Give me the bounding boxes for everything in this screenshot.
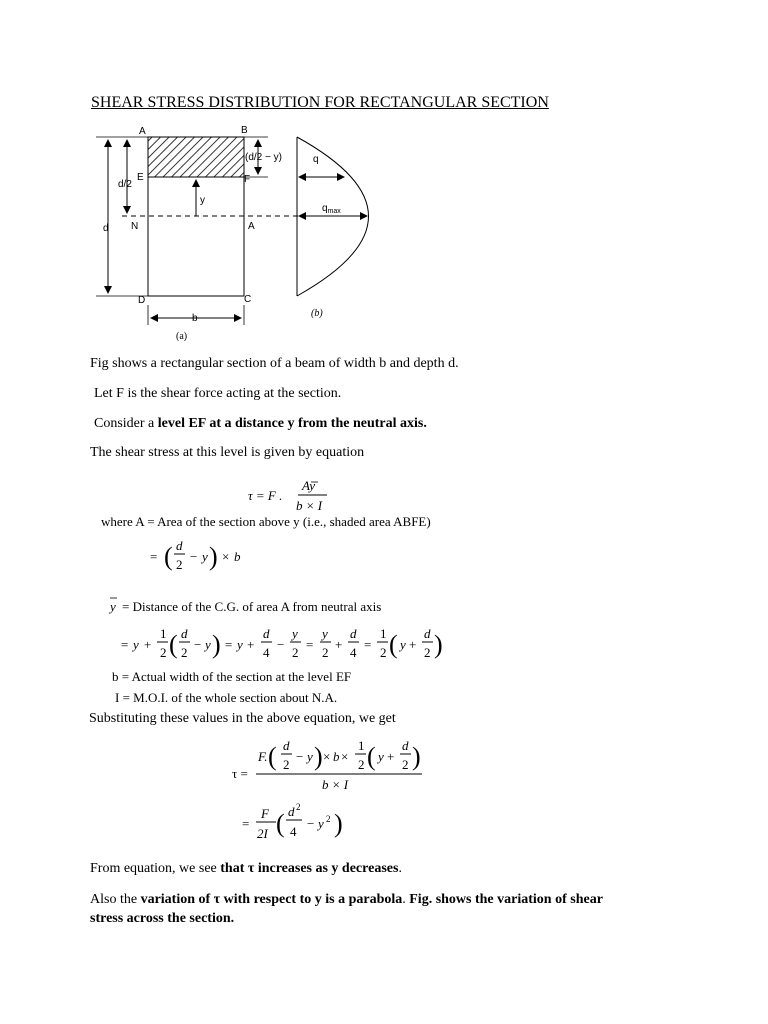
svg-text:y: y xyxy=(237,637,243,652)
svg-text:y: y xyxy=(110,599,116,614)
paragraph-5: Substituting these values in the above equation, we get xyxy=(89,711,396,726)
svg-text:2: 2 xyxy=(292,645,299,660)
svg-text:2: 2 xyxy=(296,802,301,812)
paragraph-4: The shear stress at this level is given by equation xyxy=(90,445,365,460)
svg-text:−: − xyxy=(190,549,198,564)
svg-text:=: = xyxy=(121,637,129,652)
svg-text:y: y xyxy=(133,637,139,652)
eq-ybar: y xyxy=(309,478,316,493)
svg-text:2: 2 xyxy=(160,645,167,660)
label-d-corner: D xyxy=(138,295,146,306)
svg-text:): ) xyxy=(209,542,218,571)
svg-text:×: × xyxy=(323,749,331,764)
label-d-half: d/2 xyxy=(118,179,132,190)
label-d-half-minus-y: (d/2 − y) xyxy=(245,152,282,163)
svg-text:d: d xyxy=(263,626,270,641)
label-y: y xyxy=(200,195,205,206)
label-d-dim: d xyxy=(103,223,109,234)
svg-text:+: + xyxy=(247,637,255,652)
svg-text:(: ( xyxy=(276,809,285,838)
label-a: A xyxy=(139,126,146,137)
label-a-axis: A xyxy=(248,221,255,232)
svg-text:×: × xyxy=(341,749,349,764)
svg-text:2: 2 xyxy=(322,645,329,660)
svg-text:(: ( xyxy=(169,630,178,659)
svg-text:2: 2 xyxy=(283,757,290,772)
label-e: E xyxy=(137,172,144,183)
eq-b-times-i: b × I xyxy=(296,498,323,513)
svg-text:2: 2 xyxy=(358,757,365,772)
paragraph-3: Consider a level EF at a distance y from the neutral axis. xyxy=(94,416,427,431)
svg-text:4: 4 xyxy=(263,645,270,660)
svg-text:1: 1 xyxy=(380,626,387,641)
label-c: C xyxy=(244,294,252,305)
svg-text:y: y xyxy=(378,749,384,764)
svg-text:1: 1 xyxy=(358,738,365,753)
label-b-dim: b xyxy=(192,313,198,324)
svg-text:+: + xyxy=(335,637,343,652)
svg-text:Ay xyxy=(301,478,315,493)
svg-text:y: y xyxy=(292,626,298,641)
svg-text:=: = xyxy=(364,637,372,652)
svg-text:y: y xyxy=(318,816,324,831)
svg-text:d: d xyxy=(176,538,183,553)
paragraph-2: Let F is the shear force acting at the section. xyxy=(94,386,342,401)
svg-text:2I: 2I xyxy=(257,826,268,841)
paragraph-7: Also the variation of τ with respect to y is a parabola. Fig. shows the variation of shear xyxy=(90,892,603,907)
svg-text:+: + xyxy=(144,637,152,652)
svg-text:y: y xyxy=(205,637,211,652)
label-q-max: $q_{max}$ xyxy=(322,203,341,215)
svg-text:=: = xyxy=(150,549,158,564)
eq-ybar-def: = Distance of the C.G. of area A from neutral axis xyxy=(122,599,382,614)
svg-text:=: = xyxy=(306,637,314,652)
svg-text:y: y xyxy=(202,549,208,564)
svg-text:F: F xyxy=(261,806,269,821)
svg-text:2: 2 xyxy=(380,645,387,660)
svg-text:): ) xyxy=(412,742,421,771)
svg-text:d: d xyxy=(288,804,295,819)
svg-text:y: y xyxy=(307,749,313,764)
paragraph-6: From equation, we see that τ increases as y decreases. xyxy=(90,861,402,876)
svg-text:d: d xyxy=(350,626,357,641)
svg-text:+: + xyxy=(387,749,395,764)
eq-where-a: where A = Area of the section above y (i.e., shaded area ABFE) xyxy=(101,514,431,529)
svg-text:): ) xyxy=(334,809,343,838)
svg-text:): ) xyxy=(314,742,323,771)
svg-text:+: + xyxy=(409,637,417,652)
svg-text:F.: F. xyxy=(258,749,268,764)
svg-text:τ =: τ = xyxy=(232,766,248,781)
svg-text:d: d xyxy=(402,738,409,753)
svg-text:(: ( xyxy=(164,542,173,571)
svg-text:−: − xyxy=(307,816,315,831)
svg-text:2: 2 xyxy=(326,814,331,824)
svg-text:−: − xyxy=(194,637,202,652)
equations-block-2 xyxy=(0,730,768,855)
svg-text:2: 2 xyxy=(402,757,409,772)
label-n: N xyxy=(131,221,139,232)
svg-text:=: = xyxy=(242,816,250,831)
svg-text:×: × xyxy=(222,549,230,564)
svg-text:): ) xyxy=(434,630,443,659)
caption-b: (b) xyxy=(311,308,323,319)
svg-text:2: 2 xyxy=(181,645,188,660)
paragraph-8: stress across the section. xyxy=(90,911,235,926)
svg-text:2: 2 xyxy=(424,645,431,660)
paragraph-1: Fig shows a rectangular section of a beam of width b and depth d. xyxy=(90,356,459,371)
eq-i-def: I = M.O.I. of the whole section about N.A. xyxy=(115,690,338,705)
svg-text:y: y xyxy=(400,637,406,652)
svg-text:b × I: b × I xyxy=(322,777,349,792)
eq-tau-lhs: τ = F . xyxy=(248,488,283,503)
svg-text:): ) xyxy=(212,630,221,659)
svg-text:2: 2 xyxy=(176,557,183,572)
label-b-corner: B xyxy=(241,125,248,136)
svg-text:(: ( xyxy=(367,742,376,771)
svg-text:−: − xyxy=(296,749,304,764)
svg-text:d: d xyxy=(283,738,290,753)
svg-text:d: d xyxy=(181,626,188,641)
svg-text:d: d xyxy=(424,626,431,641)
svg-text:b: b xyxy=(333,749,340,764)
svg-text:4: 4 xyxy=(350,645,357,660)
svg-text:4: 4 xyxy=(290,824,297,839)
svg-text:(: ( xyxy=(389,630,398,659)
svg-text:−: − xyxy=(277,637,285,652)
shear-stress-figure xyxy=(0,0,768,350)
caption-a: (a) xyxy=(176,331,188,342)
svg-text:1: 1 xyxy=(160,626,167,641)
svg-text:(: ( xyxy=(268,742,277,771)
svg-text:y: y xyxy=(322,626,328,641)
svg-text:b: b xyxy=(234,549,241,564)
svg-text:=: = xyxy=(225,637,233,652)
eq-b-def: b = Actual width of the section at the level EF xyxy=(112,669,352,684)
page-title: SHEAR STRESS DISTRIBUTION FOR RECTANGULAR SECTION xyxy=(91,94,549,111)
shaded-area-abfe xyxy=(148,137,244,177)
eq-a: A xyxy=(302,478,310,493)
label-f: F xyxy=(244,174,251,185)
label-q: q xyxy=(313,154,319,165)
